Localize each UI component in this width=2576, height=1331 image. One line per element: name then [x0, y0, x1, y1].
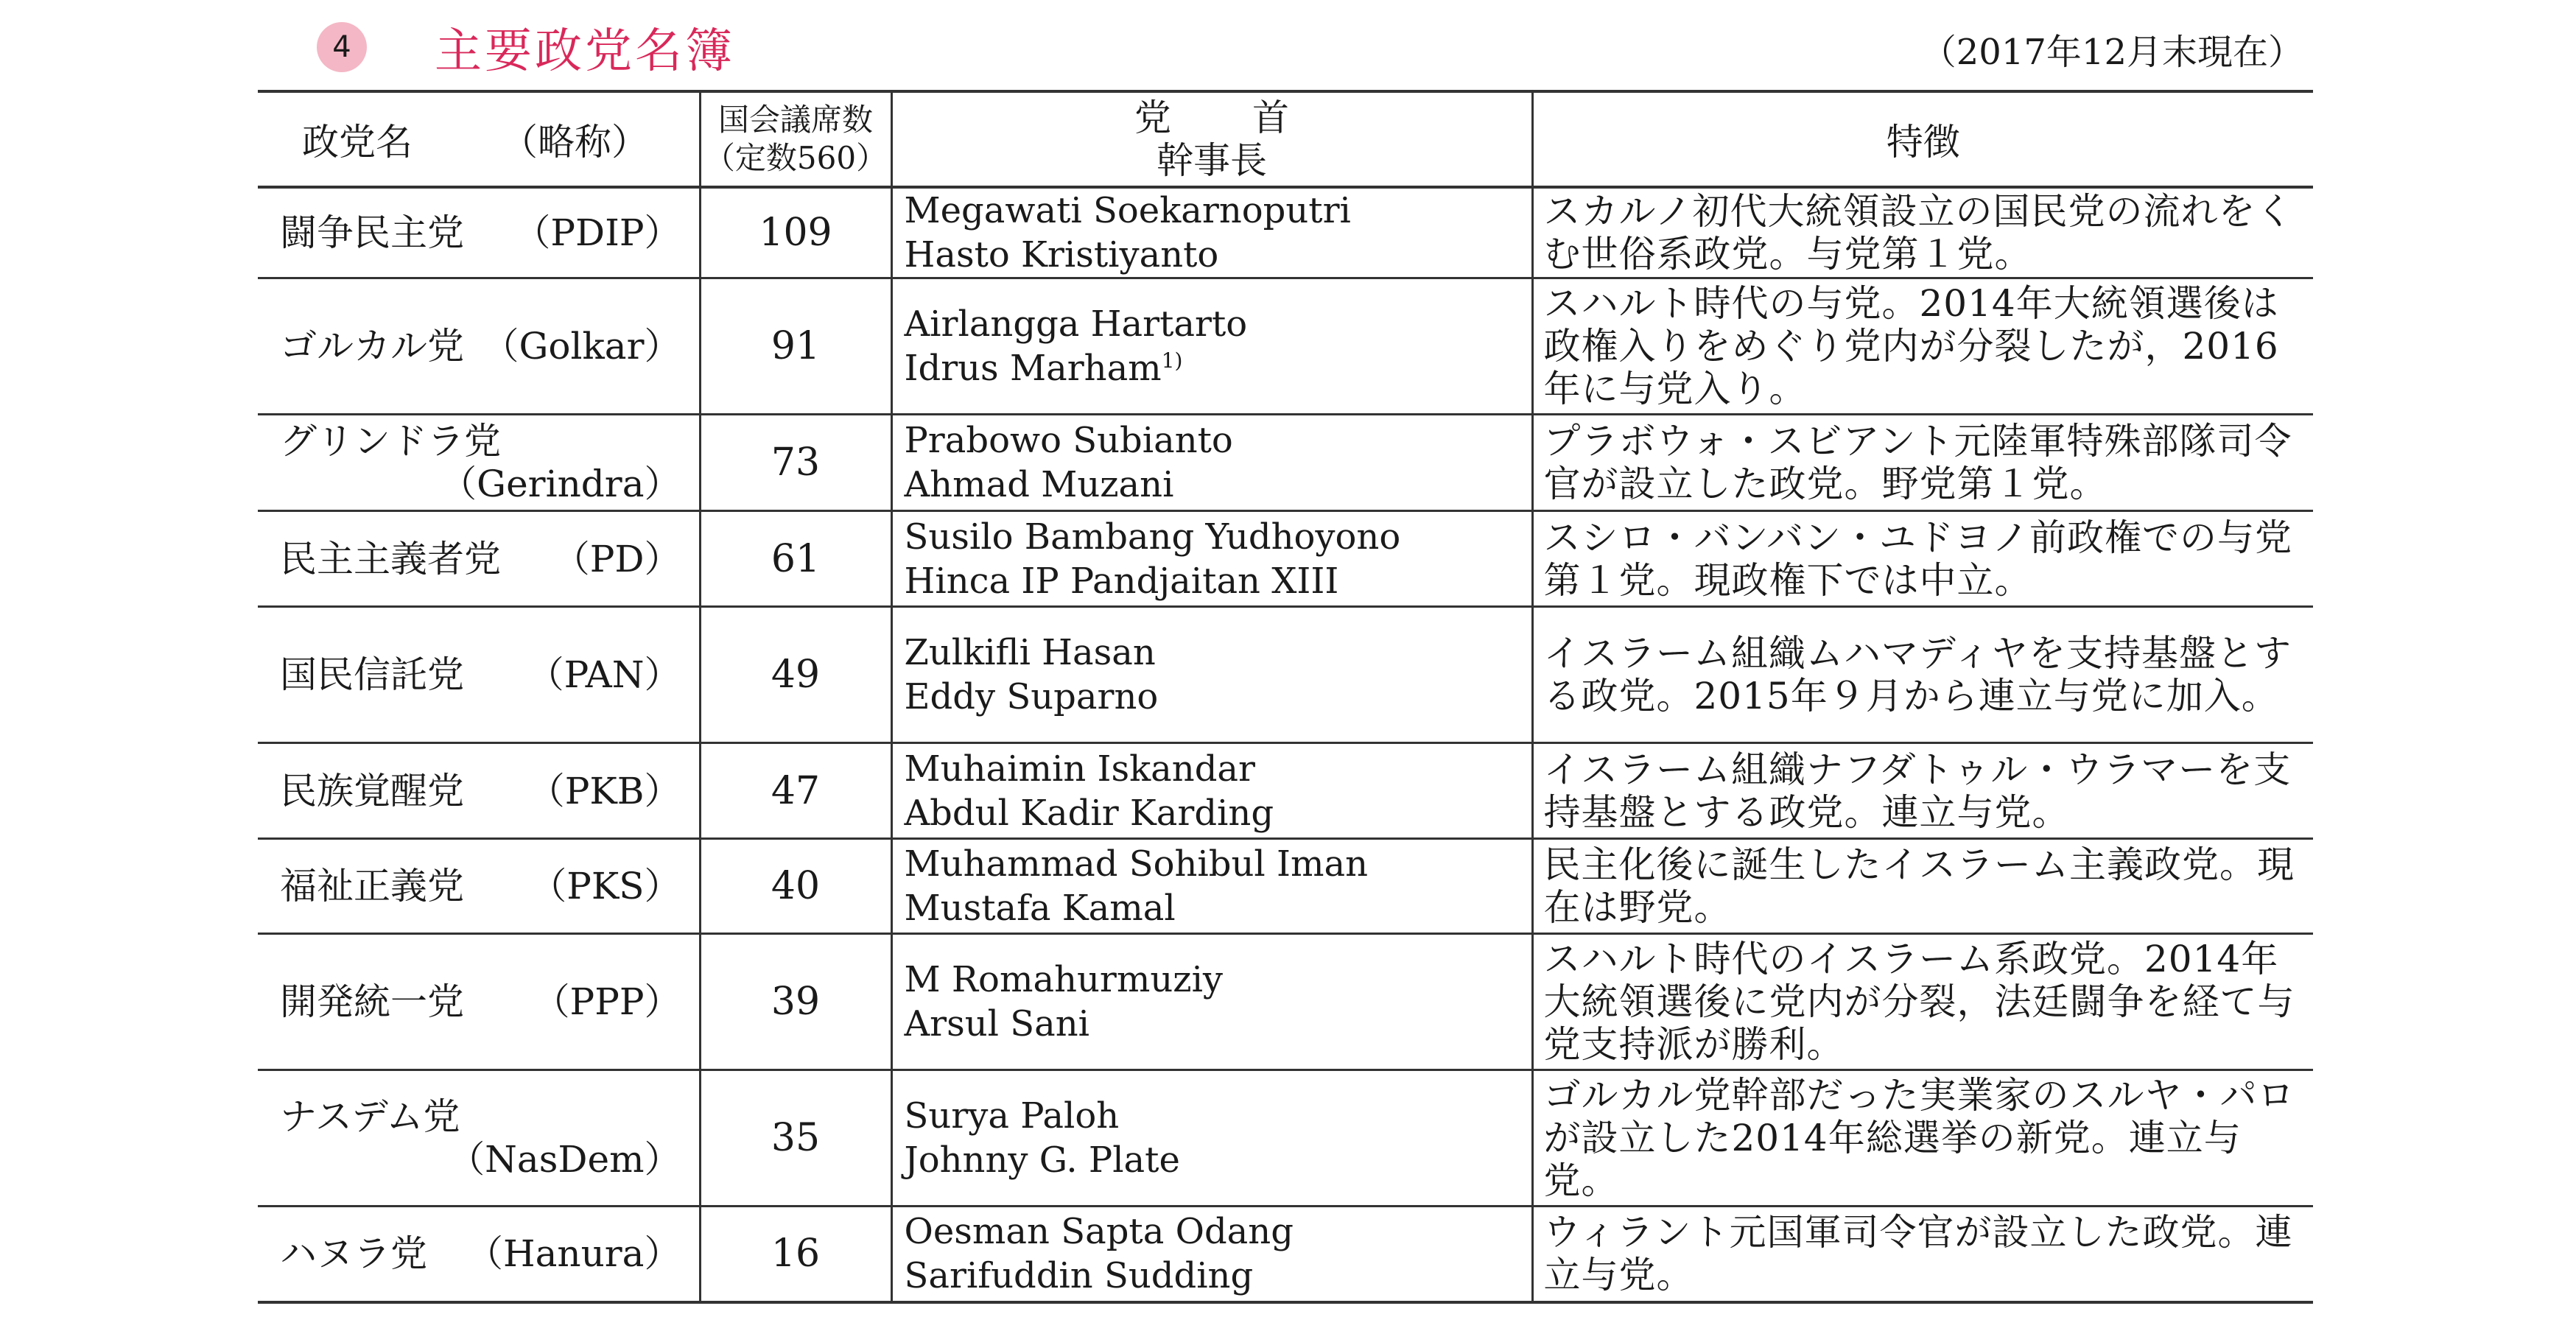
table-row: [258, 743, 2313, 839]
party-abbr: （PDIP）: [513, 211, 681, 254]
header-party: [258, 91, 700, 187]
party-table: [258, 90, 2313, 1304]
seats-cell: 16: [700, 1207, 891, 1302]
feature-cell: 民主化後に誕生したイスラーム主義政党。現在は野党。: [1532, 839, 2313, 934]
leaders-cell: [891, 415, 1532, 511]
table-row: [258, 1070, 2313, 1207]
secretary-line: [905, 675, 1531, 719]
feature-cell: イスラーム組織ムハマディヤを支持基盤とする政党。2015年９月から連立与党に加入。: [1532, 607, 2313, 743]
party-name: 闘争民主党: [280, 211, 464, 254]
secretary-name: Mustafa Kamal: [904, 888, 1176, 929]
party-name: ナスデム党: [280, 1095, 460, 1138]
leader-name: Zulkifli Hasan: [904, 632, 1156, 673]
party-abbr: （PAN）: [527, 653, 681, 696]
secretary-name: Eddy Suparno: [904, 676, 1159, 717]
party-cell: [258, 743, 700, 839]
header-leader: [891, 91, 1532, 187]
feature-cell: スカルノ初代大統領設立の国民党の流れをくむ世俗系政党。与党第１党。: [1532, 187, 2313, 278]
leaders-cell: [891, 743, 1532, 839]
table-row: [258, 511, 2313, 607]
seats-cell: 49: [700, 607, 891, 743]
header-seats: [700, 91, 891, 187]
party-cell: [258, 511, 700, 607]
party-cell: [258, 839, 700, 934]
header-leader-line1: 党首: [1134, 96, 1370, 139]
secretary-name: Sarifuddin Sudding: [904, 1255, 1254, 1297]
secretary-line: [905, 1002, 1531, 1046]
footnote-mark: 1): [1161, 348, 1183, 373]
leader-name: Prabowo Subianto: [904, 420, 1233, 461]
as-of-date: （2017年12月末現在）: [1920, 32, 2303, 73]
feature-cell: ゴルカル党幹部だった実業家のスルヤ・パロが設立した2014年総選挙の新党。連立与党。: [1532, 1070, 2313, 1207]
seats-cell: 73: [700, 415, 891, 511]
leaders-cell: [891, 511, 1532, 607]
seats-cell: 35: [700, 1070, 891, 1207]
secretary-name: Abdul Kadir Karding: [904, 792, 1274, 834]
header-seats-line1: 国会議席数: [717, 102, 873, 138]
leader-name: Megawati Soekarnoputri: [904, 190, 1351, 231]
table-row: [258, 1207, 2313, 1302]
party-cell: [258, 1207, 700, 1302]
party-name: 開発統一党: [280, 980, 464, 1023]
leader-name: Airlangga Hartarto: [904, 303, 1248, 345]
party-cell: [258, 607, 700, 743]
secretary-line: [905, 346, 1531, 390]
header-leader-line2: 幹事長: [1157, 139, 1267, 182]
seats-cell: 40: [700, 839, 891, 934]
header-seats-line2: （定数560）: [703, 140, 888, 176]
header-feature: 特徴: [1532, 91, 2313, 187]
leader-name: Surya Paloh: [904, 1095, 1120, 1137]
secretary-name: Ahmad Muzani: [904, 464, 1174, 505]
secretary-line: [905, 559, 1531, 603]
feature-cell: イスラーム組織ナフダトゥル・ウラマーを支持基盤とする政党。連立与党。: [1532, 743, 2313, 839]
table-row: [258, 278, 2313, 415]
table-row: [258, 415, 2313, 511]
secretary-name: Idrus Marham: [904, 348, 1162, 389]
feature-cell: ウィラント元国軍司令官が設立した政党。連立与党。: [1532, 1207, 2313, 1302]
party-cell: [258, 187, 700, 278]
party-abbr: （PKS）: [530, 865, 681, 907]
secretary-line: [905, 233, 1531, 277]
secretary-name: Johnny G. Plate: [904, 1139, 1180, 1181]
feature-cell: プラボウォ・スビアント元陸軍特殊部隊司令官が設立した政党。野党第１党。: [1532, 415, 2313, 511]
leader-name: Muhaimin Iskandar: [904, 748, 1255, 790]
seats-cell: 39: [700, 934, 891, 1070]
party-name: 国民信託党: [280, 653, 464, 696]
leaders-cell: [891, 187, 1532, 278]
party-name: ゴルカル党: [280, 325, 464, 368]
party-abbr: （PPP）: [533, 980, 681, 1023]
party-abbr: （Golkar）: [482, 325, 681, 368]
seats-cell: 91: [700, 278, 891, 415]
seats-cell: 109: [700, 187, 891, 278]
party-cell: [258, 278, 700, 415]
secretary-line: [905, 886, 1531, 930]
section-number-badge: 4: [317, 22, 367, 72]
secretary-name: Hinca IP Pandjaitan XIII: [904, 560, 1339, 602]
leaders-cell: [891, 1207, 1532, 1302]
party-abbr: （PKB）: [527, 769, 681, 812]
party-name: 福祉正義党: [280, 865, 464, 907]
secretary-line: [905, 463, 1531, 507]
leader-name: Susilo Bambang Yudhoyono: [904, 516, 1401, 558]
feature-cell: スハルト時代のイスラーム系政党。2014年大統領選後に党内が分裂，法廷闘争を経て与党支持派が勝利。: [1532, 934, 2313, 1070]
party-name: 民主主義者党: [280, 537, 501, 580]
party-name: 民族覚醒党: [280, 769, 464, 812]
feature-cell: スハルト時代の与党。2014年大統領選後は政権入りをめぐり党内が分裂したが，2016年に与党入り。: [1532, 278, 2313, 415]
secretary-line: [905, 791, 1531, 835]
table-header-row: [258, 91, 2313, 187]
party-abbr: （Hanura）: [466, 1232, 681, 1276]
party-cell: [258, 415, 700, 511]
table-row: [258, 839, 2313, 934]
seats-cell: 61: [700, 511, 891, 607]
table-row: [258, 607, 2313, 743]
party-name: ハヌラ党: [280, 1232, 427, 1276]
leaders-cell: [891, 1070, 1532, 1207]
secretary-line: [905, 1254, 1531, 1298]
secretary-name: Arsul Sani: [904, 1003, 1090, 1044]
party-name: グリンドラ党: [280, 420, 501, 463]
party-abbr: （NasDem）: [448, 1138, 681, 1181]
leader-name: Muhammad Sohibul Iman: [904, 843, 1369, 885]
table-row: [258, 187, 2313, 278]
leaders-cell: [891, 607, 1532, 743]
party-cell: [258, 1070, 700, 1207]
leader-name: Oesman Sapta Odang: [904, 1211, 1294, 1253]
seats-cell: 47: [700, 743, 891, 839]
secretary-line: [905, 1138, 1531, 1182]
header-party-label: 政党名: [302, 121, 413, 164]
feature-cell: スシロ・バンバン・ユドヨノ前政権での与党第１党。現政権下では中立。: [1532, 511, 2313, 607]
header-abbr-label: （略称）: [501, 121, 648, 164]
party-abbr: （Gerindra）: [440, 463, 681, 505]
table-row: [258, 934, 2313, 1070]
leaders-cell: [891, 934, 1532, 1070]
party-abbr: （PD）: [552, 537, 681, 580]
header: [0, 0, 2576, 81]
page-title: 主要政党名簿: [435, 24, 735, 79]
leader-name: M Romahurmuziy: [904, 959, 1224, 1000]
leaders-cell: [891, 278, 1532, 415]
party-cell: [258, 934, 700, 1070]
leaders-cell: [891, 839, 1532, 934]
secretary-name: Hasto Kristiyanto: [904, 234, 1219, 275]
